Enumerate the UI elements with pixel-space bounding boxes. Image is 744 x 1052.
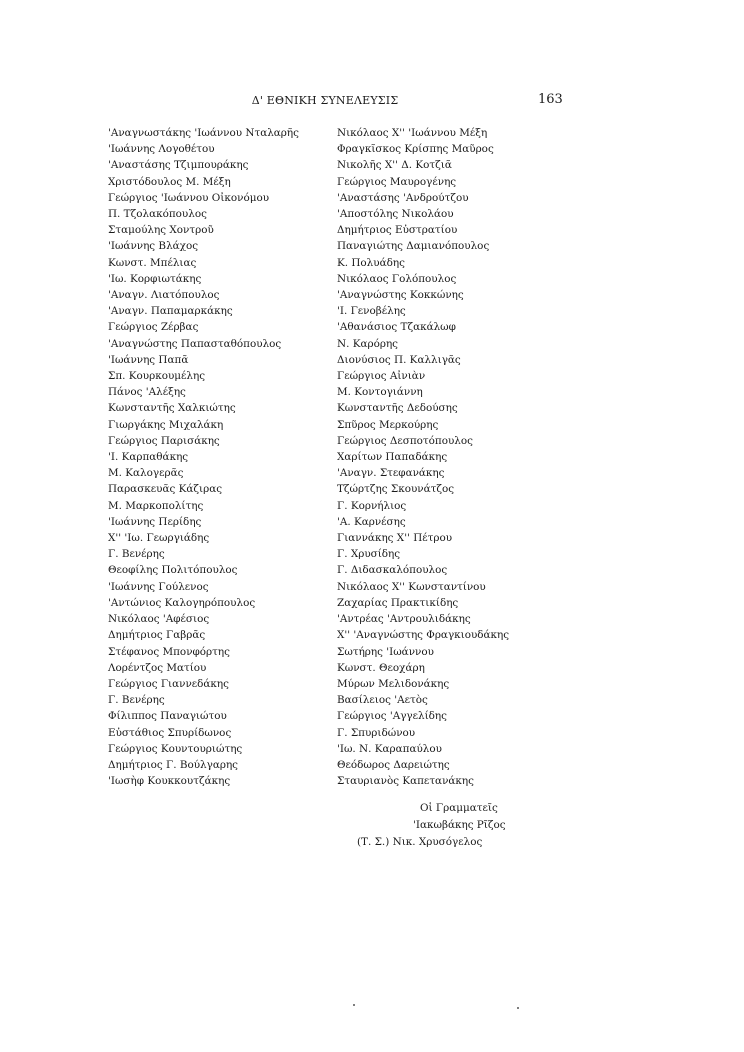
signatory-name: 'Αναστάσης Τζιμπουράκης bbox=[108, 159, 249, 172]
scan-speck bbox=[517, 1007, 519, 1009]
signatory-name: Νικολῆς Χ'' Δ. Κοτζιᾶ bbox=[337, 159, 452, 172]
signatory-name: 'Ι. Γενοβέλης bbox=[337, 305, 406, 318]
signatory-name: Γ. Βενέρης bbox=[108, 694, 165, 707]
signatory-name: 'Αναγν. Στεφανάκης bbox=[337, 467, 445, 480]
signatory-name: Χριστόδουλος Μ. Μέξη bbox=[108, 175, 231, 188]
signatory-name: Κωνστ. Μπέλιας bbox=[108, 256, 197, 269]
signatory-name: Βασίλειος 'Αετὸς bbox=[337, 694, 428, 707]
signatory-name: 'Αναγν. Λιατόπουλος bbox=[108, 289, 220, 302]
signatory-name: Γεώργιος Γιαννεδάκης bbox=[108, 677, 229, 690]
signatory-name: Θεόδωρος Δαρειώτης bbox=[337, 758, 450, 771]
signatory-name: Γεώργιος Αἰνιὰν bbox=[337, 370, 426, 383]
signatory-name: Σταυριανὸς Καπετανάκης bbox=[337, 775, 474, 788]
secretaries-heading: Οἱ Γραμματεῖς bbox=[420, 802, 498, 814]
page-number: 163 bbox=[538, 92, 563, 107]
signatory-name: Νικόλαος Χ'' Κωνσταντίνου bbox=[337, 580, 486, 593]
signatory-name: Τζώρτζης Σκουνάτζος bbox=[337, 483, 455, 496]
signatory-name: 'Α. Καρνέσης bbox=[337, 515, 406, 528]
signatory-name: Φραγκῖσκος Κρίσπης Μαῦρος bbox=[337, 143, 494, 156]
signatory-name: Σωτήρης 'Ιωάννου bbox=[337, 645, 434, 658]
signatory-name: Γ. Βενέρης bbox=[108, 548, 165, 561]
signatory-name: 'Ιω. Ν. Καραπαύλου bbox=[337, 742, 442, 755]
signatory-name: Πάνος 'Αλέξης bbox=[108, 386, 186, 399]
signatories-right-column bbox=[337, 125, 509, 789]
signatory-name: Νικόλαος Χ'' 'Ιωάννου Μέξη bbox=[337, 127, 488, 139]
signatory-name: Γεώργιος 'Αγγελίδης bbox=[337, 710, 447, 723]
signatory-name: Διονύσιος Π. Καλλιγᾶς bbox=[337, 353, 461, 366]
signatory-name: Θεοφίλης Πολιτόπουλος bbox=[108, 564, 238, 577]
signatory-name: Γεώργιος Κουντουριώτης bbox=[108, 742, 243, 755]
signatory-name: Ζαχαρίας Πρακτικίδης bbox=[337, 596, 459, 609]
signatory-name: 'Αθανάσιος Τζακάλωφ bbox=[337, 321, 456, 334]
secretary-name-1: 'Ιακωβάκης Ρῖζος bbox=[413, 819, 506, 831]
signatory-name: Γεώργιος 'Ιωάννου Οἰκονόμου bbox=[108, 191, 270, 204]
signatory-name: Γεώργιος Δεσποτόπουλος bbox=[337, 434, 473, 447]
signatory-name: Παναγιώτης Δαμιανόπουλος bbox=[337, 240, 490, 253]
signatory-name: Γεώργιος Ζέρβας bbox=[108, 321, 199, 334]
signatory-name: Μ. Κοντογιάννη bbox=[337, 386, 423, 399]
signatory-name: 'Αναγνώστης Παπασταθόπουλος bbox=[108, 337, 282, 350]
signatory-name: 'Ιω. Κορφιωτάκης bbox=[108, 272, 202, 285]
signatory-name: Κωνσταντῆς Χαλκιώτης bbox=[108, 402, 236, 415]
signatory-name: Νικόλαος 'Αφέσιος bbox=[108, 613, 210, 626]
signatory-name: 'Ιωσὴφ Κουκκουτζάκης bbox=[108, 775, 231, 788]
signatory-name: Μ. Καλογερᾶς bbox=[108, 467, 184, 480]
signatory-name: 'Αντώνιος Καλογηρόπουλος bbox=[108, 596, 256, 609]
signatory-name: Κ. Πολυάδης bbox=[337, 256, 405, 269]
signatory-name: 'Ιωάννης Γούλενος bbox=[108, 580, 209, 593]
signatory-name: Φίλιππος Παναγιώτου bbox=[108, 710, 227, 723]
signatory-name: Κωνσταντῆς Δεδούσης bbox=[337, 402, 458, 415]
signatory-name: Παρασκευᾶς Κάζιρας bbox=[108, 483, 223, 496]
signatory-name: Στέφανος Μπονφόρτης bbox=[108, 645, 230, 658]
signatory-name: Γ. Σπυριδώνου bbox=[337, 726, 416, 739]
signatory-name: 'Ιωάννης Παπᾶ bbox=[108, 353, 189, 366]
signatory-name: Μ. Μαρκοπολίτης bbox=[108, 499, 204, 512]
signatory-name: Χ'' 'Αναγνώστης Φραγκιουδάκης bbox=[337, 629, 510, 642]
signatory-name: Γεώργιος Παρισάκης bbox=[108, 434, 220, 447]
signatory-name: Γ. Χρυσίδης bbox=[337, 548, 401, 561]
page-header-title: Δ' ΕΘΝΙΚΗ ΣΥΝΕΛΕΥΣΙΣ bbox=[251, 94, 399, 107]
signatory-name: 'Αντρέας 'Αντρουλιδάκης bbox=[337, 613, 471, 626]
signatory-name: 'Αποστόλης Νικολάου bbox=[337, 208, 454, 221]
signatory-name: Μύρων Μελιδονάκης bbox=[337, 677, 450, 690]
signatory-name: Γιωργάκης Μιχαλάκη bbox=[108, 418, 224, 431]
signatories-left-column bbox=[108, 125, 299, 789]
signatory-name: 'Αναγνωστάκης 'Ιωάννου Νταλαρῆς bbox=[108, 127, 299, 139]
signatory-name: 'Ιωάννης Περίδης bbox=[108, 515, 202, 528]
secretary-name-2: (Τ. Σ.) Νικ. Χρυσόγελος bbox=[357, 836, 483, 848]
signatory-name: Χ'' 'Ιω. Γεωργιάδης bbox=[108, 532, 210, 545]
signatory-name: Δημήτριος Γαβρᾶς bbox=[108, 629, 206, 642]
signatory-name: 'Αναγν. Παπαμαρκάκης bbox=[108, 305, 233, 318]
signatory-name: Σπ. Κουρκουμέλης bbox=[108, 370, 206, 383]
signatory-name: Γεώργιος Μαυρογένης bbox=[337, 175, 457, 188]
signatory-name: Δημήτριος Εὐστρατίου bbox=[337, 224, 458, 237]
signatory-name: Σταμούλης Χοντροῦ bbox=[108, 224, 214, 237]
signatory-name: 'Ιωάννης Βλάχος bbox=[108, 240, 199, 253]
signatory-name: Κωνστ. Θεοχάρη bbox=[337, 661, 425, 674]
signatory-name: Σπῦρος Μερκούρης bbox=[337, 418, 439, 431]
signatory-name: Εὐστάθιος Σπυρίδωνος bbox=[108, 726, 232, 739]
signatory-name: Γιαννάκης Χ'' Πέτρου bbox=[337, 532, 453, 545]
signatory-name: Γ. Διδασκαλόπουλος bbox=[337, 564, 448, 577]
signatory-name: Δημήτριος Γ. Βούλγαρης bbox=[108, 758, 239, 771]
signatory-name: 'Αναγνώστης Κοκκώνης bbox=[337, 289, 464, 302]
signatory-name: Γ. Κορνήλιος bbox=[337, 499, 407, 512]
signatory-name: Ν. Καρόρης bbox=[337, 337, 398, 350]
signatory-name: 'Ιωάννης Λογοθέτου bbox=[108, 143, 215, 156]
signatory-name: Π. Τζολακόπουλος bbox=[108, 208, 207, 221]
signatory-name: Νικόλαος Γολόπουλος bbox=[337, 272, 457, 285]
signatory-name: 'Αναστάσης 'Ανδρούτζου bbox=[337, 191, 469, 204]
signatory-name: Λορέντζος Ματίου bbox=[108, 661, 207, 674]
scan-speck bbox=[353, 1004, 355, 1006]
signatory-name: Χαρίτων Παπαδάκης bbox=[337, 451, 448, 464]
signatory-name: 'Ι. Καρπαθάκης bbox=[108, 451, 189, 464]
